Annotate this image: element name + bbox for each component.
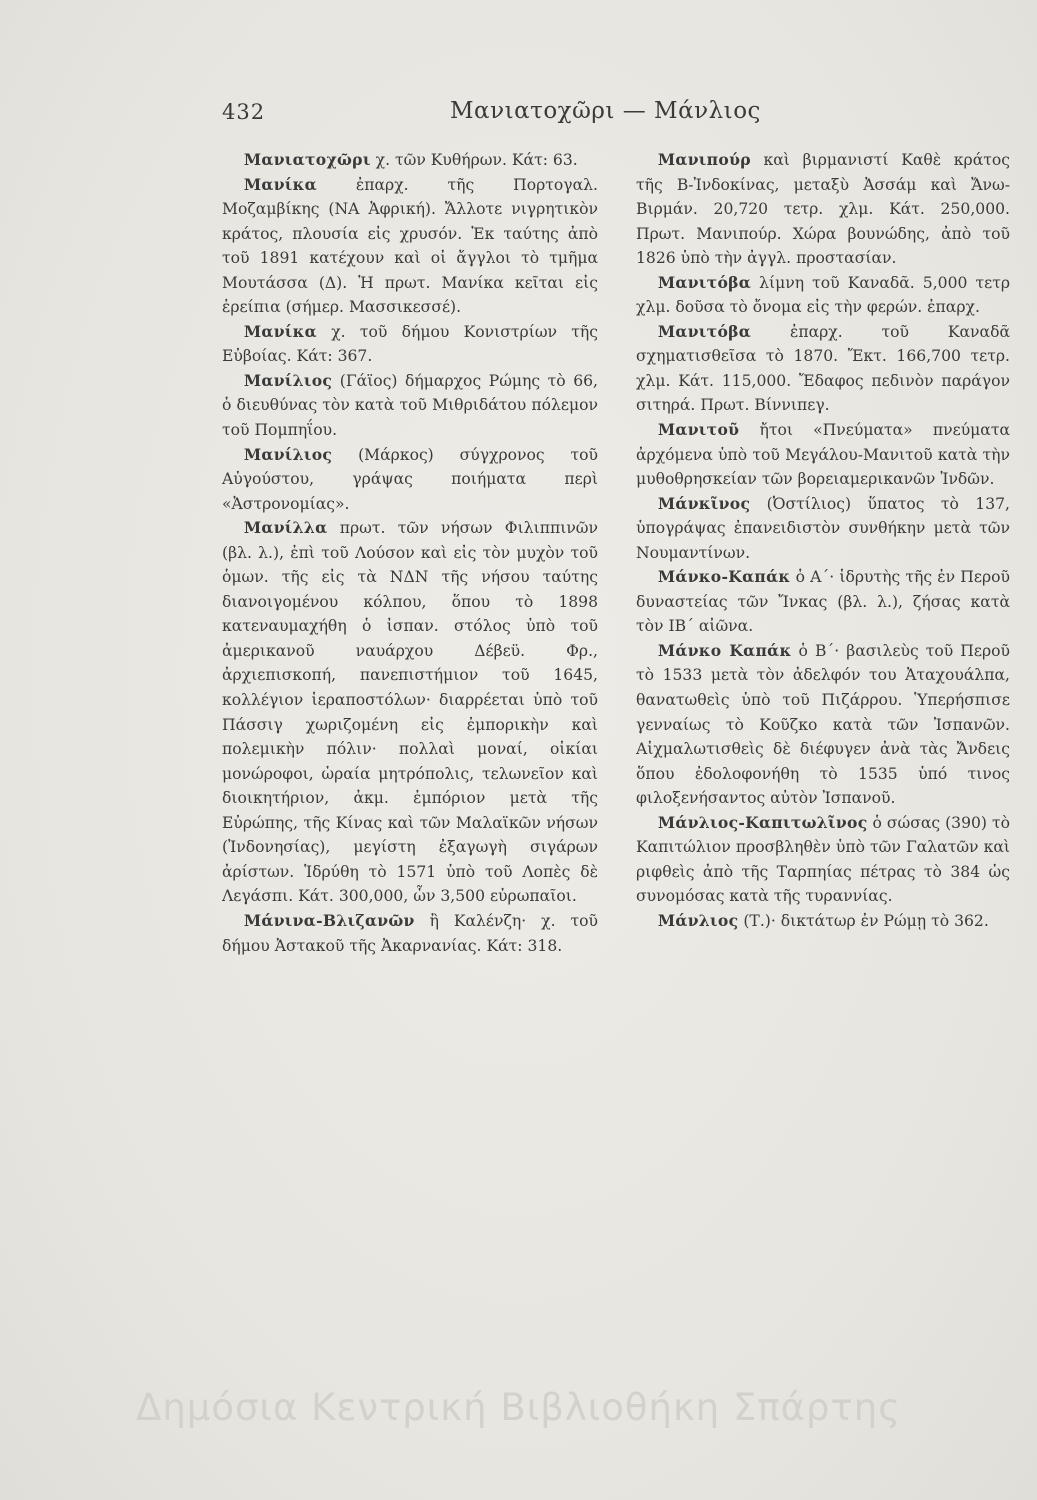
entry-text: χ. τῶν Κυθήρων. Κάτ: 63.	[370, 151, 578, 169]
entry-headword: Μανίλιος	[243, 370, 333, 390]
dictionary-entry	[222, 173, 598, 320]
right-column	[636, 148, 1010, 934]
dictionary-entry	[222, 369, 598, 443]
entry-headword: Μάνινα-Βλιζανῶν	[243, 910, 415, 930]
entry-text: ὁ Α΄· ἱδρυτὴς τῆς ἐν Περοῦ δυναστείας τῶν Ἴνκας (βλ. λ.), ζήσας κατὰ τὸν ΙΒ΄ αἰῶνα.	[636, 568, 1010, 636]
entry-headword: Μανιπούρ	[657, 150, 751, 169]
entry-headword: Μανιτόβα	[657, 272, 752, 292]
entry-text: πρωτ. τῶν νήσων Φιλιππινῶν (βλ. λ.), ἐπὶ τοῦ Λούσον καὶ εἰς τὸν μυχὸν τοῦ ὁμων. τῆς εἰς τὰ ΝΔΝ τῆς νήσου ταύτης διανοιγομένου κόλπου, ὅπου τὸ 1898 κατεναυμαχήθη ὁ ἰσπαν. στόλος ὑπὸ τοῦ ἀμερικανοῦ ναυάρχου Δέβεϋ. Φρ., ἀρχιεπισκοπή, πανεπιστήμιον τοῦ 1645, κολλέγιον ἱεραποστόλων· διαρρέεται ὑπὸ τοῦ Πάσσιγ χωριζομένη εἰς ἐμπορικὴν καὶ πολεμικὴν πόλιν· πολλαὶ μοναί, οἰκίαι μονώροφοι, ὡραία μητρόπολις, τελωνεῖον καὶ διοικητήριον, ἀκμ. ἐμπόριον μετὰ τῆς Εὐρώπης, τῆς Κίνας καὶ τῶν Μαλαϊκῶν νήσων (Ἰνδονησίας), μεγίστη ἐξαγωγὴ σιγάρων ἀρίστων. Ἱδρύθη τὸ 1571 ὑπὸ τοῦ Λοπὲς δὲ Λεγάσπι. Κάτ. 300,000, ὧν 3,500 εὐρωπαῖοι.	[222, 519, 598, 906]
entry-headword: Μανιτόβα	[657, 321, 752, 341]
page-header	[222, 100, 882, 134]
dictionary-entry	[636, 811, 1010, 909]
entry-headword: Μάνκο Καπάκ	[657, 640, 792, 660]
entry-headword: Μανίκα	[243, 321, 317, 341]
dictionary-entry	[636, 909, 1010, 934]
entry-headword: Μάνλιος-Καπιτωλῖνος	[657, 812, 868, 832]
dictionary-entry	[636, 148, 1010, 271]
entry-text: χ. τοῦ δήμου Κονιστρίων τῆς Εὐβοίας. Κάτ: 367.	[222, 322, 598, 366]
entry-headword: Μάνλιος	[657, 910, 739, 930]
dictionary-entry	[636, 418, 1010, 492]
dictionary-entry	[636, 320, 1010, 418]
dictionary-entry	[636, 492, 1010, 566]
entry-text: ὁ σώσας (390) τὸ Καπιτώλιον προσβληθὲν ὑπὸ τῶν Γαλατῶν καὶ ριφθεὶς ἀπὸ τῆς Ταρπηίας πέτρας τὸ 384 ὡς συνομόσας κατὰ τῆς τυραννίας.	[636, 813, 1010, 906]
entry-text: (Γάϊος) δήμαρχος Ρώμης τὸ 66, ὁ διευθύνας τὸν κατὰ τοῦ Μιθριδάτου πόλεμον τοῦ Πομπηΐου.	[222, 371, 598, 440]
entry-text: ὁ Β΄· βασιλεὺς τοῦ Περοῦ τὸ 1533 μετὰ τὸν ἀδελφόν του Ἀταχουάλπα, θανατωθεὶς ὑπὸ τοῦ Πιζάρρου. Ὑπερήσπισε γενναίως τὸ Κοῦζκο κατὰ τῶν Ἰσπανῶν. Αἰχμαλωτισθεὶς δὲ διέφυγεν ἀνὰ τὰς Ἄνδεις ὅπου ἐδολοφονήθη τὸ 1535 ὑπό τινος φιλοξενήσαντος αὐτὸν Ἰσπανοῦ.	[636, 641, 1010, 808]
entry-text: ἐπαρχ. τῆς Πορτογαλ. Μοζαμβίκης (ΝΑ Ἀφρική). Ἄλλοτε νιγρητικὸν κράτος, πλουσία εἰς χρυσόν. Ἐκ ταύτης ἀπὸ τοῦ 1891 κατέχουν καὶ οἱ ἄγγλοι τὸ τμῆμα Μουτάσσα (Δ). Ἡ πρωτ. Μανίκα κεῖται εἰς ἐρείπια (σήμερ. Μασσικεσσέ).	[222, 175, 598, 317]
entry-text: (Τ.)· δικτάτωρ ἐν Ρώμῃ τὸ 362.	[738, 911, 989, 930]
entry-text: λίμνη τοῦ Καναδᾶ. 5,000 τετρ χλμ. δοῦσα τὸ ὄνομα εἰς τὴν φερών. ἐπαρχ.	[636, 273, 1010, 317]
entry-text: καὶ βιρμανιστί Καθὲ κράτος τῆς Β-Ἰνδοκίνας, μεταξὺ Ἀσσάμ καὶ Ἄνω-Βιρμάν. 20,720 τετρ. χλμ. Κάτ. 250,000. Πρωτ. Μανιπούρ. Χώρα βουνώδης, ἀπὸ τοῦ 1826 ὑπὸ τὴν ἀγγλ. προστασίαν.	[636, 151, 1010, 268]
entry-text: ἐπαρχ. τοῦ Καναδᾶ σχηματισθεῖσα τὸ 1870. Ἔκτ. 166,700 τετρ. χλμ. Κάτ. 115,000. Ἔδαφος πεδινὸν παράγον σιτηρά. Πρωτ. Βίννιπεγ.	[636, 322, 1010, 415]
entry-headword: Μανιατοχῶρι	[243, 150, 371, 169]
page-number: 432	[222, 100, 266, 124]
dictionary-entry	[222, 909, 598, 958]
entry-headword: Μάνκῖνος	[657, 493, 751, 513]
library-watermark: Δημόσια Κεντρική Βιβλιοθήκη Σπάρτης	[136, 1386, 901, 1429]
entry-headword: Μάνκο-Καπάκ	[657, 567, 791, 587]
entry-text: (Μάρκος) σύγχρονος τοῦ Αὐγούστου, γράψας ποιήματα περὶ «Ἀστρονομίας».	[222, 445, 598, 513]
dictionary-entry	[636, 639, 1010, 811]
entry-text: (Ὀστίλιος) ὕπατος τὸ 137, ὑπογράψας ἐπανειδιστὸν συνθήκην μετὰ τῶν Νουμαντίνων.	[636, 494, 1010, 562]
entry-text: ἤτοι «Πνεύματα» πνεύματα ἀρχόμενα ὑπὸ τοῦ Μεγάλου-Μανιτοῦ κατὰ τὴν μυθοθρησκείαν τῶν βορειαμερικανῶν Ἰνδῶν.	[636, 421, 1010, 489]
dictionary-entry	[222, 320, 598, 369]
entry-headword: Μανίλλα	[243, 518, 328, 538]
entry-headword: Μανίλιος	[243, 444, 333, 464]
entry-headword: Μανίκα	[243, 174, 317, 194]
dictionary-entry	[222, 148, 598, 173]
entry-text: ἢ Καλένζη· χ. τοῦ δήμου Ἀστακοῦ τῆς Ἀκαρνανίας. Κάτ: 318.	[222, 911, 598, 955]
dictionary-entry	[222, 443, 598, 517]
dictionary-entry	[222, 516, 598, 909]
running-title: Μανιατοχῶρι — Μάνλιος	[450, 98, 761, 124]
left-column	[222, 148, 598, 958]
entry-headword: Μανιτοῦ	[657, 420, 740, 440]
dictionary-entry	[636, 565, 1010, 639]
dictionary-entry	[636, 271, 1010, 320]
